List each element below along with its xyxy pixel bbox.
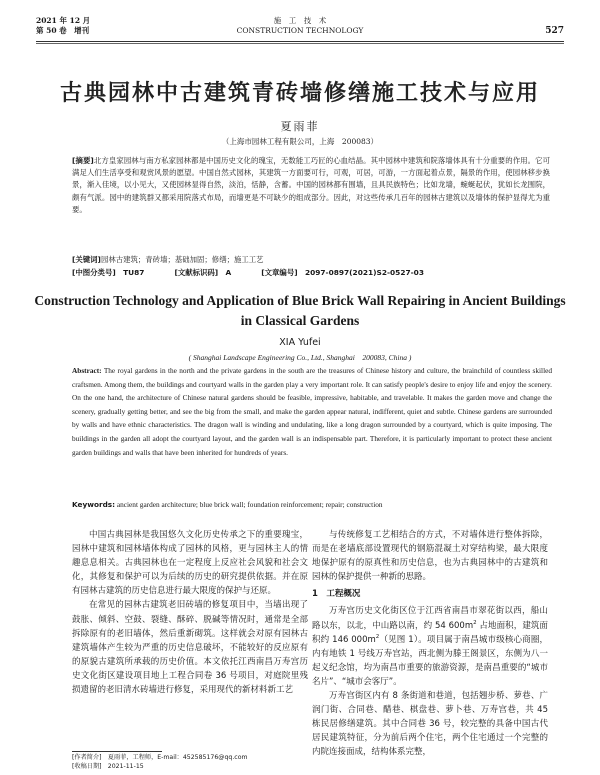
abstract-cn-text: 北方皇家园林与南方私家园林都是中国历史文化的瑰宝，无数能工巧匠的心血结晶。其中园林中建筑和院落墙体具有十分重要的作用。它可满足人们生活享受和观赏风景的愿望。中国自然式园林，其建筑一方面要可行，可观，可居，可游，一方面起着点景，隔景的作用，使园林移步换景，渐入佳境，以小见大，又使园林显得自然，淡泊，恬静，含蓄。中国的园林都有围墙，且具民族特色；比如龙墙，蜿蜒起伏，犹如长龙围院，颇有气派。园中的建筑群又都采用院落式布局，而墙更是不可缺少的组成部分。因此，对这些传承几百年的园林古建筑以及墙体的保护显得尤为重要。 bbox=[72, 156, 550, 214]
affiliation-en: ( Shanghai Landscape Engineering Co., Ltd., Shanghai 200083, China ) bbox=[188, 353, 412, 362]
author-name-cn: 夏雨菲 bbox=[280, 120, 320, 133]
body-paragraph: 与传统修复工艺相结合的方式，不对墙体进行整体拆除，而是在老墙底部设置现代的钢筋混凝土对穿结构梁，最大限度地保护原有的原真性和历史信息，也为古典园林中的古建筑和园林的保护提供一种新的思路。 bbox=[312, 530, 548, 583]
abstract-cn bbox=[72, 155, 550, 216]
abstract-cn-label: [摘要] bbox=[72, 156, 94, 165]
body-paragraph: 万寿宫街区内有 8 条街道和巷道，包括翘步桥、萝巷、广润门街、合同巷、醋巷、棋盘巷、萝卜巷、万寿宫巷，共 45 栋民居修缮建筑。其中合同巷 36 号，较完整的具备中国古代居民建筑特征，分为前后两个住宅，两个住宅通过一个完整的内院连接面成，结构体系完整， bbox=[312, 691, 548, 758]
superscript: 2 bbox=[473, 619, 477, 626]
footnote bbox=[72, 753, 248, 771]
issue-volume: 第 50 卷 增刊 bbox=[36, 26, 90, 35]
keywords-en-text: ancient garden architecture; blue brick wall; foundation reinforcement; repair; construction bbox=[116, 500, 383, 509]
header-rule bbox=[36, 41, 564, 44]
keywords-cn bbox=[72, 254, 550, 266]
abstract-en-label: Abstract: bbox=[72, 366, 102, 375]
abstract-en bbox=[72, 364, 552, 459]
running-header bbox=[36, 14, 564, 40]
classification-row bbox=[72, 267, 550, 279]
body-paragraph: 中国古典园林是我国悠久文化历史传承之下的重要瑰宝，园林中建筑和园林墙体构成了园林的风格，更与园林主人的情趣息息相关。古典园林也在一定程度上反应社会风貌和社会文化，其修复和保护可以为后续的历史的研究提供依据。并在原有园林古建筑的历史信息进行最大限度的保护与还原。 bbox=[72, 530, 308, 597]
author-bio: [作者简介] 夏雨菲，工程师，E-mail：452585176@qq.com bbox=[72, 754, 248, 761]
footnote-rule bbox=[72, 751, 162, 752]
keywords-en bbox=[72, 500, 552, 509]
doc-code: [文献标识码] A bbox=[174, 268, 232, 277]
body-column-left bbox=[72, 528, 308, 697]
body-paragraph: 在常见的园林古建筑老旧砖墙的修复项目中，当墙出现了鼓胀、倾斜、空鼓、裂缝、酥碎、脱碱等情况时，通常是全部拆除原有的老旧墙体，然后重新砌筑。这样就会对原有园林古建筑墙体产生较为严重的历史信息破坏，不能较好的反应原有的原貌古建筑所承载的历史价值。本文依托江西南昌万寿宫历史文化街区建设项目地上工程合同卷 36 号项目，对庭院里残损遗留的老旧清水砖墙进行修复，采用现代的新材料新工艺 bbox=[72, 600, 308, 696]
journal-name-cn: 施 工 技 术 bbox=[273, 16, 327, 25]
page-number: 527 bbox=[545, 26, 564, 36]
keywords-cn-text: 园林古建筑；青砖墙；基础加固；修缮；施工工艺 bbox=[100, 255, 264, 264]
keywords-cn-label: [关键词] bbox=[72, 255, 101, 264]
article-title-cn: 古典园林中古建筑青砖墙修缮施工技术与应用 bbox=[59, 81, 540, 106]
superscript: 2 bbox=[375, 633, 380, 640]
issue-date: 2021 年 12 月 bbox=[36, 16, 91, 25]
text-run: （见图 1）。项目属于南昌城市级核心商圈，内有地铁 1 号线万寿宫站，西北侧为滕王阁景区，东侧为八一起义纪念馆，均为南昌市重要的旅游资源，是南昌重要的“城市名片”、“城市会客厅”。 bbox=[312, 634, 548, 687]
journal-name bbox=[36, 16, 564, 36]
clc-number: [中图分类号] TU87 bbox=[72, 268, 145, 277]
text-run: 万寿宫历史文化街区位于江西省南昌市翠花街以西，船山路以东，以北，中山路以南，约 54 600m bbox=[312, 606, 548, 631]
text-run: 占地面积，建筑面积约 146 000m bbox=[312, 620, 548, 645]
author-name-en: XIA Yufei bbox=[279, 337, 321, 348]
body-paragraph bbox=[312, 604, 548, 689]
abstract-en-text: The royal gardens in the north and the private gardens in the south are the treasures of Chinese history and culture, the brainchild of countless skilled craftsmen. Among them, the buildings and courtyard walls in the garden play a very important role. It can satisfy people's desire to enjoy life and enjoy the scenery. On the one hand, the architecture of Chinese natural gardens should be feasible, impressive, habitable, and travelable. It makes the garden move and change the scenery, gradually getting better, and see the big from the small, and make the garden appear natural, indifferent, quiet and subtle. Chinese gardens are surrounded by walls and have ethnic characteristics. The dragon wall is winding and undulating, like a long dragon surrounded by a courtyard, which is quite imposing. The buildings in the garden all adopt the courtyard layout, and the garden wall is an indispensable part. Therefore, it is particularly important to protect these ancient garden buildings and walls that have been inherited for hundreds of years. bbox=[72, 366, 552, 457]
article-number: [文章编号] 2097-0897(2021)S2-0527-03 bbox=[261, 268, 424, 277]
received-date: [收稿日期] 2021-11-15 bbox=[72, 763, 144, 770]
section-heading: 1 工程概况 bbox=[312, 589, 361, 600]
body-column-right bbox=[312, 528, 548, 760]
article-title-en: Construction Technology and Application of Blue Brick Wall Repairing in Ancient Buildings in Classical Gardens bbox=[34, 293, 566, 328]
keywords-en-label: Keywords: bbox=[72, 500, 116, 509]
journal-name-en: CONSTRUCTION TECHNOLOGY bbox=[236, 26, 364, 35]
affiliation-cn: （上海市园林工程有限公司，上海 200083） bbox=[221, 137, 379, 146]
